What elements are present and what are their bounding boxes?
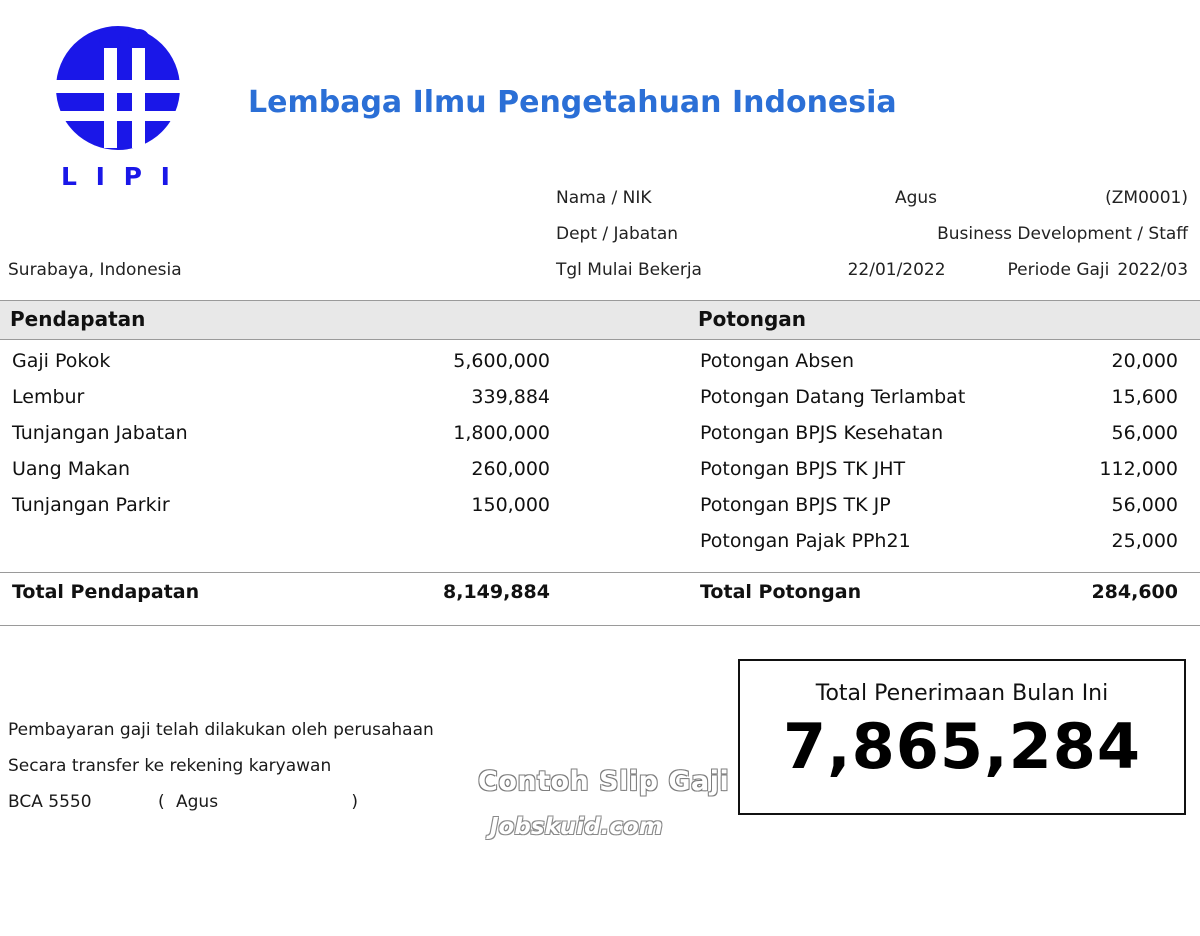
deduction-label: Potongan BPJS TK JP xyxy=(700,494,891,516)
income-label: Tunjangan Jabatan xyxy=(12,422,188,444)
meta-label-start: Tgl Mulai Bekerja xyxy=(556,260,702,280)
income-amount: 339,884 xyxy=(471,386,550,408)
deduction-amount: 20,000 xyxy=(1111,350,1178,372)
employee-nik: (ZM0001) xyxy=(1105,188,1188,208)
income-amount: 150,000 xyxy=(471,494,550,516)
total-deduction-amount: 284,600 xyxy=(1091,581,1178,603)
list-item xyxy=(688,350,1188,386)
income-label: Uang Makan xyxy=(12,458,131,480)
total-deduction-label: Total Potongan xyxy=(700,581,862,603)
net-pay-box xyxy=(738,659,1186,815)
employee-dept: Business Development / Staff xyxy=(937,224,1188,244)
lipi-logo-icon xyxy=(48,18,188,158)
total-deduction xyxy=(688,581,1188,603)
deduction-section-title: Potongan xyxy=(698,307,806,331)
net-pay-label: Total Penerimaan Bulan Ini xyxy=(815,681,1109,706)
list-item xyxy=(688,530,1188,566)
company-location: Surabaya, Indonesia xyxy=(8,260,182,280)
list-item xyxy=(688,422,1188,458)
employee-start-date: 22/01/2022 xyxy=(847,260,946,280)
payment-notes xyxy=(8,712,434,820)
deduction-label: Potongan BPJS Kesehatan xyxy=(700,422,944,444)
deduction-label: Potongan Datang Terlambat xyxy=(700,386,966,408)
income-amount: 5,600,000 xyxy=(453,350,550,372)
list-item xyxy=(0,458,560,494)
bank-account-holder: Agus xyxy=(176,792,219,812)
deduction-list xyxy=(688,350,1188,566)
employee-name: Agus xyxy=(894,188,938,208)
list-item xyxy=(688,386,1188,422)
total-income-amount: 8,149,884 xyxy=(443,581,550,603)
income-label: Gaji Pokok xyxy=(12,350,111,372)
deduction-amount: 15,600 xyxy=(1111,386,1178,408)
income-amount: 1,800,000 xyxy=(453,422,550,444)
meta-row-dept xyxy=(556,224,1188,260)
items-area xyxy=(0,340,1200,573)
paren-open: ( xyxy=(158,792,165,812)
deduction-amount: 112,000 xyxy=(1099,458,1178,480)
total-income-label: Total Pendapatan xyxy=(12,581,200,603)
list-item xyxy=(688,458,1188,494)
meta-label-period: Periode Gaji xyxy=(1007,260,1110,280)
list-item xyxy=(0,386,560,422)
list-item xyxy=(0,422,560,458)
deduction-amount: 56,000 xyxy=(1111,494,1178,516)
meta-label-name: Nama / NIK xyxy=(556,188,652,208)
net-pay-value: 7,865,284 xyxy=(782,710,1142,783)
meta-row-start xyxy=(556,260,1188,296)
payment-note-line-1: Pembayaran gaji telah dilakukan oleh perusahaan xyxy=(8,720,434,740)
meta-row-name xyxy=(556,188,1188,224)
deduction-label: Potongan Pajak PPh21 xyxy=(700,530,911,552)
totals-row xyxy=(0,573,1200,626)
section-header-band xyxy=(0,300,1200,340)
income-label: Tunjangan Parkir xyxy=(12,494,170,516)
total-income xyxy=(0,581,560,603)
list-item xyxy=(0,350,560,386)
list-item xyxy=(0,494,560,530)
meta-label-dept: Dept / Jabatan xyxy=(556,224,679,244)
deduction-label: Potongan Absen xyxy=(700,350,854,372)
deduction-amount: 56,000 xyxy=(1111,422,1178,444)
income-amount: 260,000 xyxy=(471,458,550,480)
deduction-amount: 25,000 xyxy=(1111,530,1178,552)
income-list xyxy=(0,350,560,530)
bank-account-row xyxy=(8,784,358,820)
company-logo-text: L I P I xyxy=(61,162,175,191)
paren-close: ) xyxy=(351,792,358,812)
watermark-title: Contoh Slip Gaji xyxy=(478,766,730,797)
employee-meta xyxy=(556,188,1188,296)
deduction-label: Potongan BPJS TK JHT xyxy=(700,458,906,480)
company-name: Lembaga Ilmu Pengetahuan Indonesia xyxy=(248,85,897,120)
income-label: Lembur xyxy=(12,386,85,408)
bank-account-number: BCA 5550 xyxy=(8,792,92,812)
employee-period: 2022/03 xyxy=(1117,260,1189,280)
watermark-site: Jobskuid.com xyxy=(490,814,663,840)
payment-note-line-2: Secara transfer ke rekening karyawan xyxy=(8,756,332,776)
company-logo xyxy=(18,18,218,191)
document-header xyxy=(0,0,1200,300)
document-footer xyxy=(0,626,1200,936)
income-section-title: Pendapatan xyxy=(10,307,146,331)
list-item xyxy=(688,494,1188,530)
